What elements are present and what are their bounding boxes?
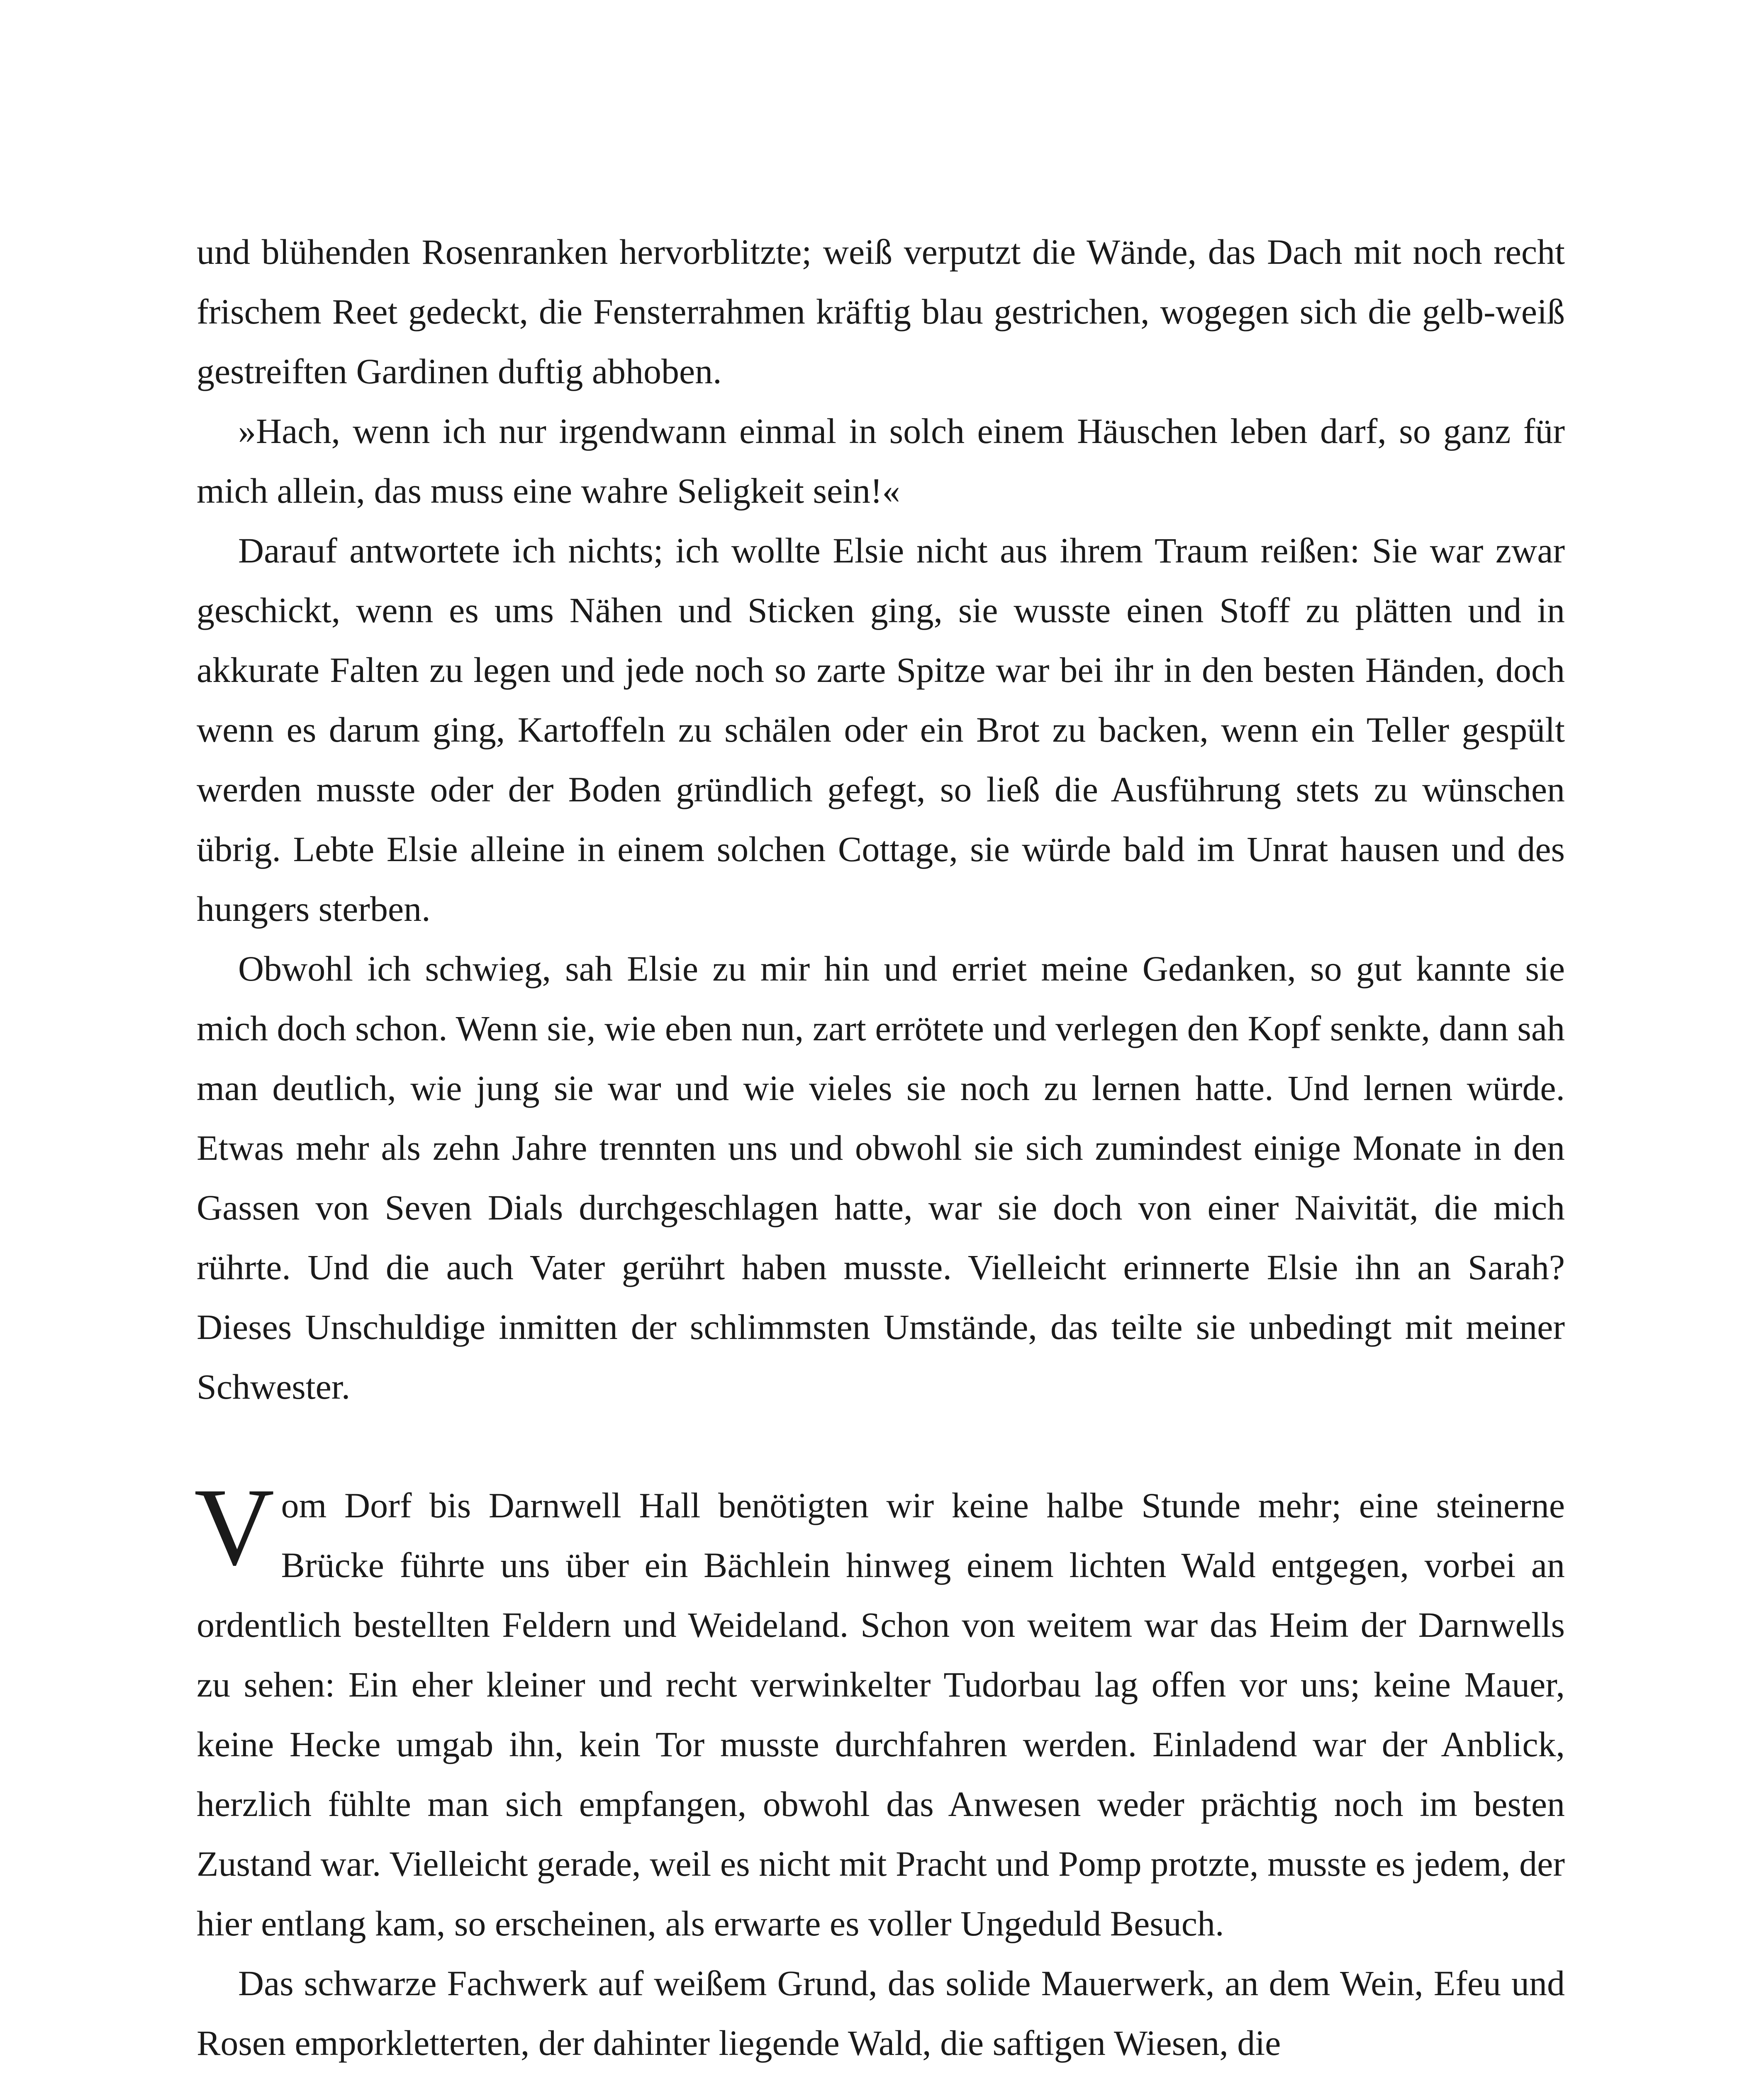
drop-cap: V	[194, 1465, 275, 1588]
text-section-1	[197, 222, 1565, 1417]
paragraph: Das schwarze Fachwerk auf weißem Grund, das solide Mauerwerk, an dem Wein, Efeu und Rosen emporkletterten, der dahinter liegende Wald, die saftigen Wiesen, die	[197, 1963, 1565, 2063]
paragraph-continuation: und blühenden Rosenranken hervorblitzte; weiß verputzt die Wände, das Dach mit noch recht frischem Reet gedeckt, die Fensterrahmen kräftig blau gestrichen, wogegen sich die gelb-weiß gestreiften Gardinen duftig abhoben.	[197, 232, 1565, 391]
paragraph: Darauf antwortete ich nichts; ich wollte Elsie nicht aus ihrem Traum reißen: Sie war zwar geschickt, wenn es ums Nähen und Sticken ging, sie wusste einen Stoff zu plätten und in akkurate Falten zu legen und jede noch so zarte Spitze war bei ihr in den besten Händen, doch wenn es darum ging, Kartoffeln zu schälen oder ein Brot zu backen, wenn ein Teller gespült werden musste oder der Boden gründlich gefegt, so ließ die Ausführung stets zu wünschen übrig. Lebte Elsie alleine in einem solchen Cottage, sie würde bald im Unrat hausen und des hungers sterben.	[197, 531, 1565, 929]
paragraph-with-dropcap	[194, 1465, 1565, 1953]
paragraph-dialogue: »Hach, wenn ich nur irgendwann einmal in solch einem Häuschen leben darf, so ganz für mich allein, das muss eine wahre Seligkeit sein!«	[197, 411, 1565, 511]
paragraph-text: om Dorf bis Darnwell Hall benötigten wir keine halbe Stunde mehr; eine steinerne Brücke führte uns über ein Bächlein hinweg einem lichten Wald entgegen, vorbei an ordentlich bestellten Feldern und Weideland. Schon von weitem war das Heim der Darnwells zu sehen: Ein eher kleiner und recht verwinkelter Tudorbau lag offen vor uns; keine Mauer, keine Hecke umgab ihn, kein Tor musste durchfahren werden. Einladend war der Anblick, herzlich fühlte man sich empfangen, obwohl das Anwesen weder prächtig noch im besten Zustand war. Vielleicht gerade, weil es nicht mit Pracht und Pomp protzte, musste es jedem, der hier entlang kam, so erscheinen, als erwarte es voller Ungeduld Besuch.	[197, 1485, 1565, 1943]
text-section-2	[194, 1465, 1565, 2073]
paragraph: Obwohl ich schwieg, sah Elsie zu mir hin und erriet meine Gedanken, so gut kannte sie mich doch schon. Wenn sie, wie eben nun, zart errötete und verlegen den Kopf senkte, dann sah man deutlich, wie jung sie war und wie vieles sie noch zu lernen hatte. Und lernen würde. Etwas mehr als zehn Jahre trennten uns und obwohl sie sich zumindest einige Monate in den Gassen von Seven Dials durchgeschlagen hatte, war sie doch von einer Naivität, die mich rührte. Und die auch Vater gerührt haben musste. Vielleicht erinnerte Elsie ihn an Sarah? Dieses Unschuldige inmitten der schlimmsten Umstände, das teilte sie unbedingt mit meiner Schwester.	[197, 949, 1565, 1407]
